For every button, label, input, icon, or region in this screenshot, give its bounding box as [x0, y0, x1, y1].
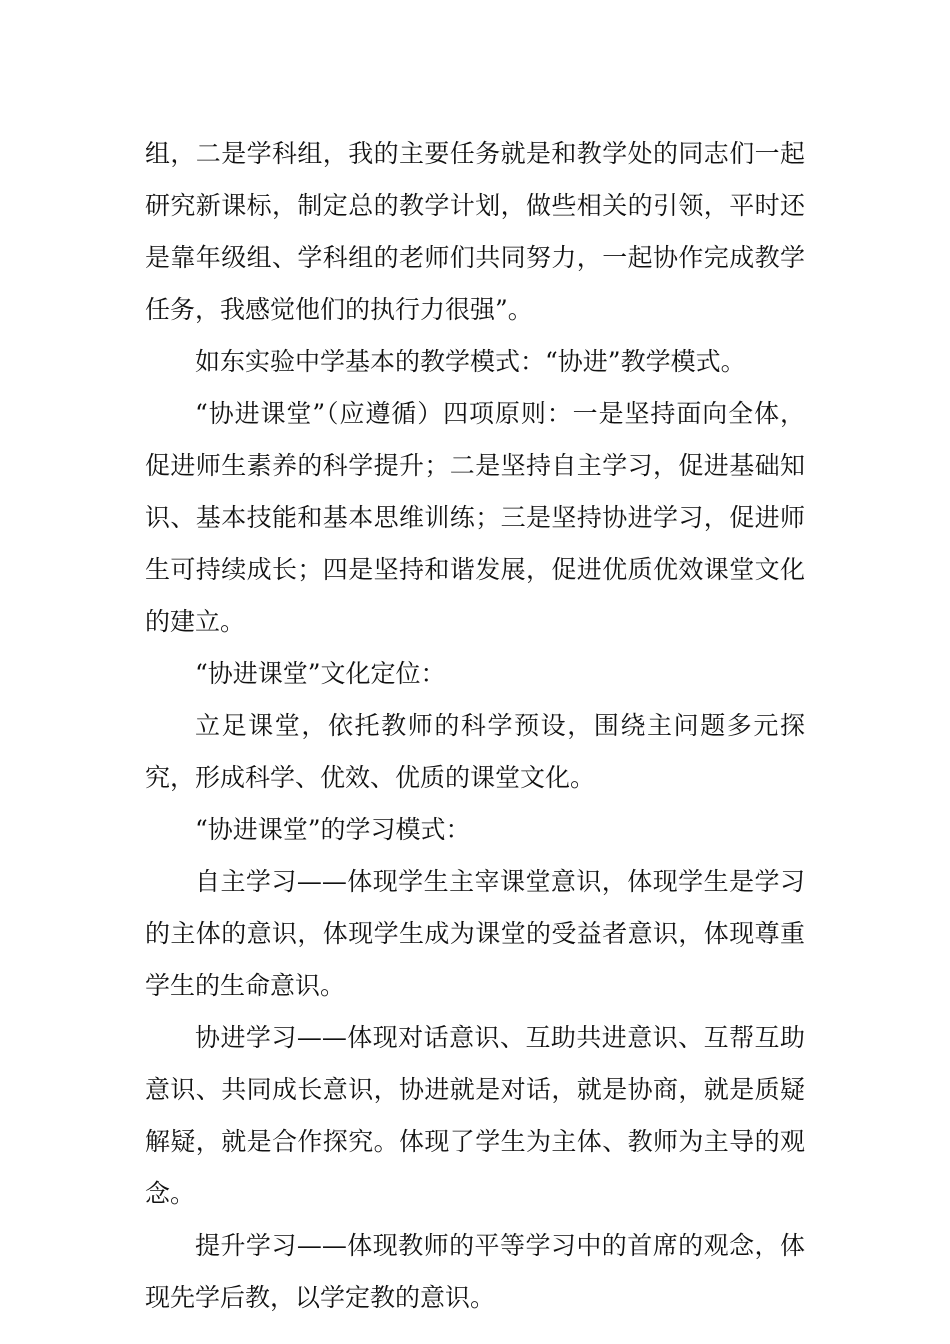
paragraph-culture-heading: “协进课堂”文化定位：: [195, 659, 446, 688]
paragraph-culture-body: 立足课堂，依托教师的科学预设，围绕主问题多元探究，形成科学、优效、优质的课堂文化。: [145, 711, 805, 792]
document-body: [145, 128, 805, 1324]
paragraph-cooperative-learning: 协进学习——体现对话意识、互助共进意识、互帮互助意识、共同成长意识，协进就是对话，就是协商，就是质疑解疑，就是合作探究。体现了学生为主体、教师为主导的观念。: [145, 1023, 805, 1208]
paragraph-four-principles: “协进课堂”（应遵循）四项原则：一是坚持面向全体，促进师生素养的科学提升；二是坚持自主学习，促进基础知识、基本技能和基本思维训练；三是坚持协进学习，促进师生可持续成长；四是坚持和谐发展，促进优质优效课堂文化的建立。: [145, 399, 805, 636]
paragraph-learning-mode-heading: “协进课堂”的学习模式：: [195, 815, 471, 844]
paragraph-continuation: 组，二是学科组，我的主要任务就是和教学处的同志们一起研究新课标，制定总的教学计划，做些相关的引领，平时还是靠年级组、学科组的老师们共同努力，一起协作完成教学任务，我感觉他们的执行力很强”。: [145, 139, 805, 324]
paragraph-enhanced-learning: 提升学习——体现教师的平等学习中的首席的观念，体现先学后教，以学定教的意识。: [145, 1231, 805, 1312]
paragraph-teaching-mode: 如东实验中学基本的教学模式：“协进”教学模式。: [195, 347, 746, 376]
paragraph-self-learning: 自主学习——体现学生主宰课堂意识，体现学生是学习的主体的意识，体现学生成为课堂的受益者意识，体现尊重学生的生命意识。: [145, 867, 805, 1000]
